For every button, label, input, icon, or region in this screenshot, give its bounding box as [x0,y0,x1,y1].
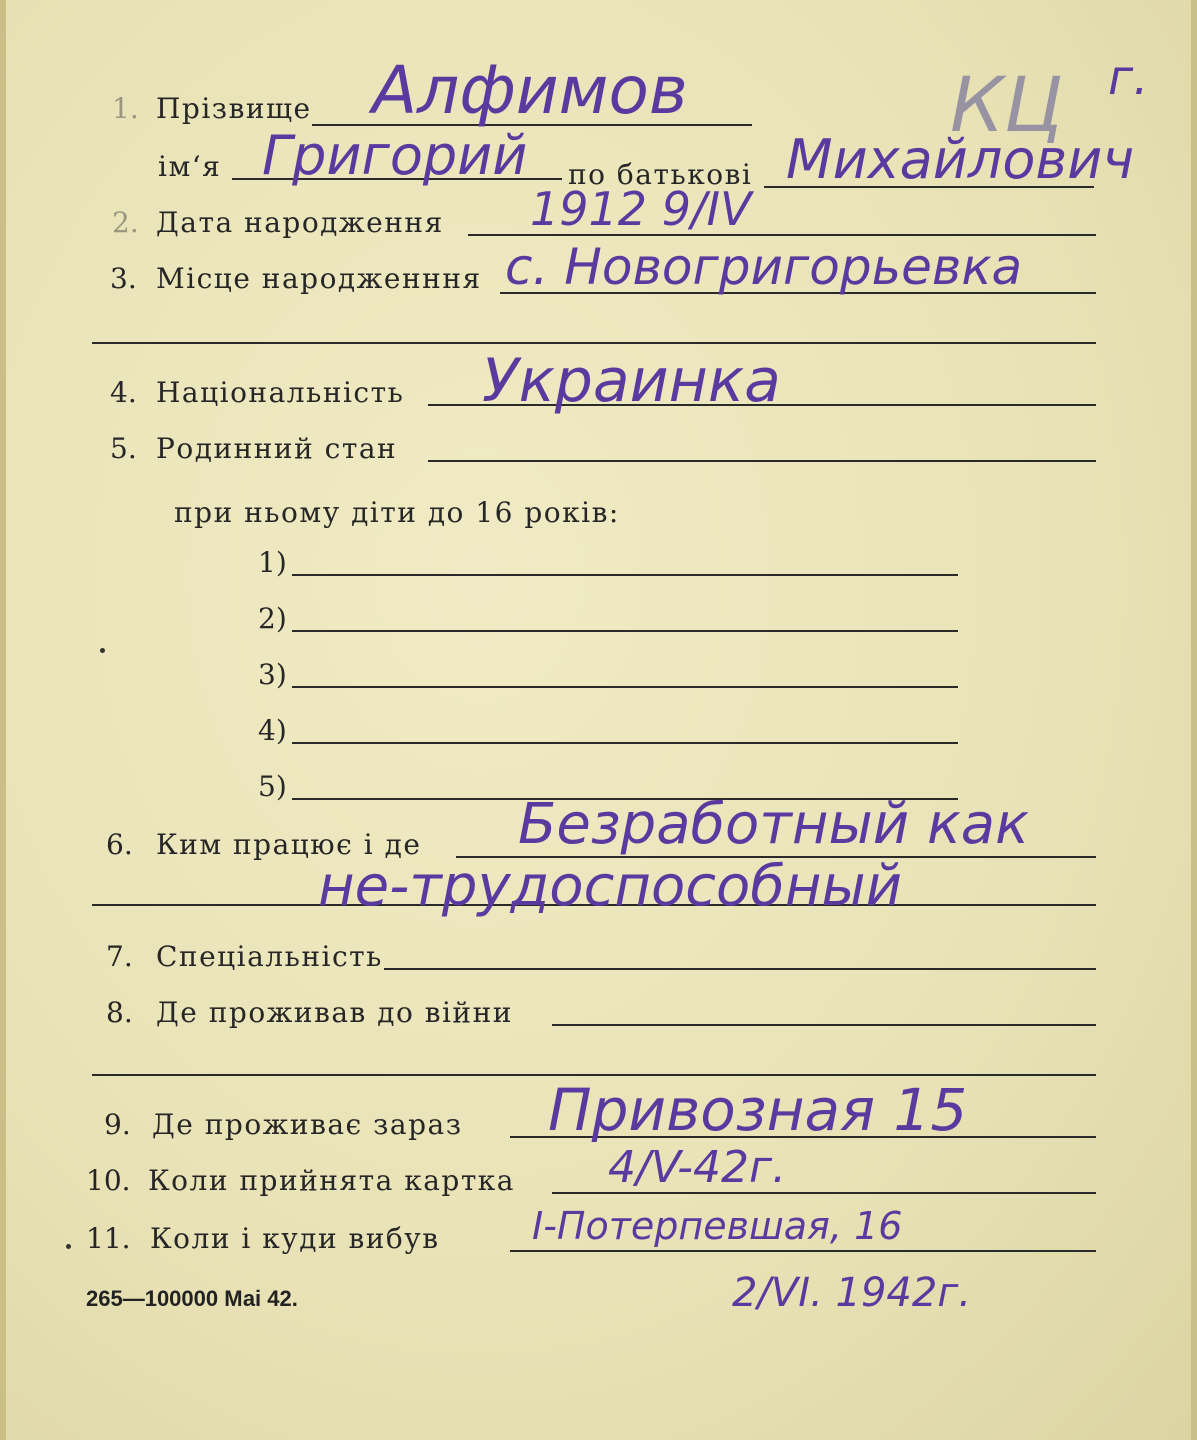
child-line-3 [292,686,958,688]
child-line-2 [292,630,958,632]
departure-date-handwritten: 2/VI. 1942г. [732,1270,972,1316]
item-number-7: 7. [106,940,133,973]
patronymic-handwritten: Михайлович [786,128,1135,191]
child-number-1: 1) [258,546,287,579]
departure-handwritten: I-Потерпевшая, 16 [532,1204,903,1248]
card-edge-right [1191,0,1197,1440]
departure-line [510,1250,1096,1252]
nationality-label: Національність [156,376,405,409]
departure-label: Коли і куди вибув [150,1222,440,1255]
item-number-11: 11. [86,1222,131,1255]
item-number-1: 1. [112,92,139,125]
birth-date-handwritten: 1912 9/IV [530,182,752,236]
item-number-4: 4. [110,376,137,409]
paper-mark-2 [66,1244,71,1249]
birth-place-line-2 [92,342,1096,344]
card-accepted-label: Коли прийнята картка [148,1164,515,1197]
item-number-5: 5. [110,432,137,465]
surname-handwritten: Алфимов [372,52,688,129]
child-number-4: 4) [258,714,287,747]
child-number-3: 3) [258,658,287,691]
prewar-residence-label: Де проживав до війни [156,996,513,1029]
current-residence-label: Де проживає зараз [152,1108,463,1141]
child-number-5: 5) [258,770,287,803]
print-code: 265—100000 Маі 42. [86,1286,298,1311]
children-label: при ньому діти до 16 років: [174,496,620,529]
occupation-label: Ким працює і де [156,828,422,861]
patronymic-label: по батькові [568,158,753,191]
specialty-line [384,968,1096,970]
prewar-residence-line [552,1024,1096,1026]
first-name-label: ім‘я [158,150,222,183]
card-accepted-handwritten: 4/V-42г. [608,1142,787,1193]
child-number-2: 2) [258,602,287,635]
occupation-handwritten-2: не-трудоспособный [318,854,903,919]
birth-date-label: Дата народження [156,206,444,239]
item-number-6: 6. [106,828,133,861]
item-number-8: 8. [106,996,133,1029]
birth-place-handwritten: с. Новогригорьевка [505,238,1023,296]
specialty-label: Спеціальність [156,940,383,973]
occupation-handwritten-1: Безработный как [518,792,1029,857]
first-name-handwritten: Григорий [262,124,528,187]
card-edge-left [0,0,6,1440]
marital-status-label: Родинний стан [156,432,398,465]
nationality-handwritten: Украинка [482,346,781,416]
item-number-10: 10. [86,1164,131,1197]
surname-label: Прізвище [156,92,312,125]
item-number-9: 9. [104,1108,131,1141]
marital-status-line [428,460,1096,462]
item-number-2: 2. [112,206,139,239]
archival-mark: КЦ [950,60,1063,149]
birth-place-label: Місце народженння [156,262,482,295]
archival-mark-suffix: г. [1108,50,1149,106]
item-number-3: 3. [110,262,137,295]
current-residence-handwritten: Привозная 15 [548,1076,968,1144]
paper-mark [100,648,105,653]
child-line-4 [292,742,958,744]
child-line-1 [292,574,958,576]
